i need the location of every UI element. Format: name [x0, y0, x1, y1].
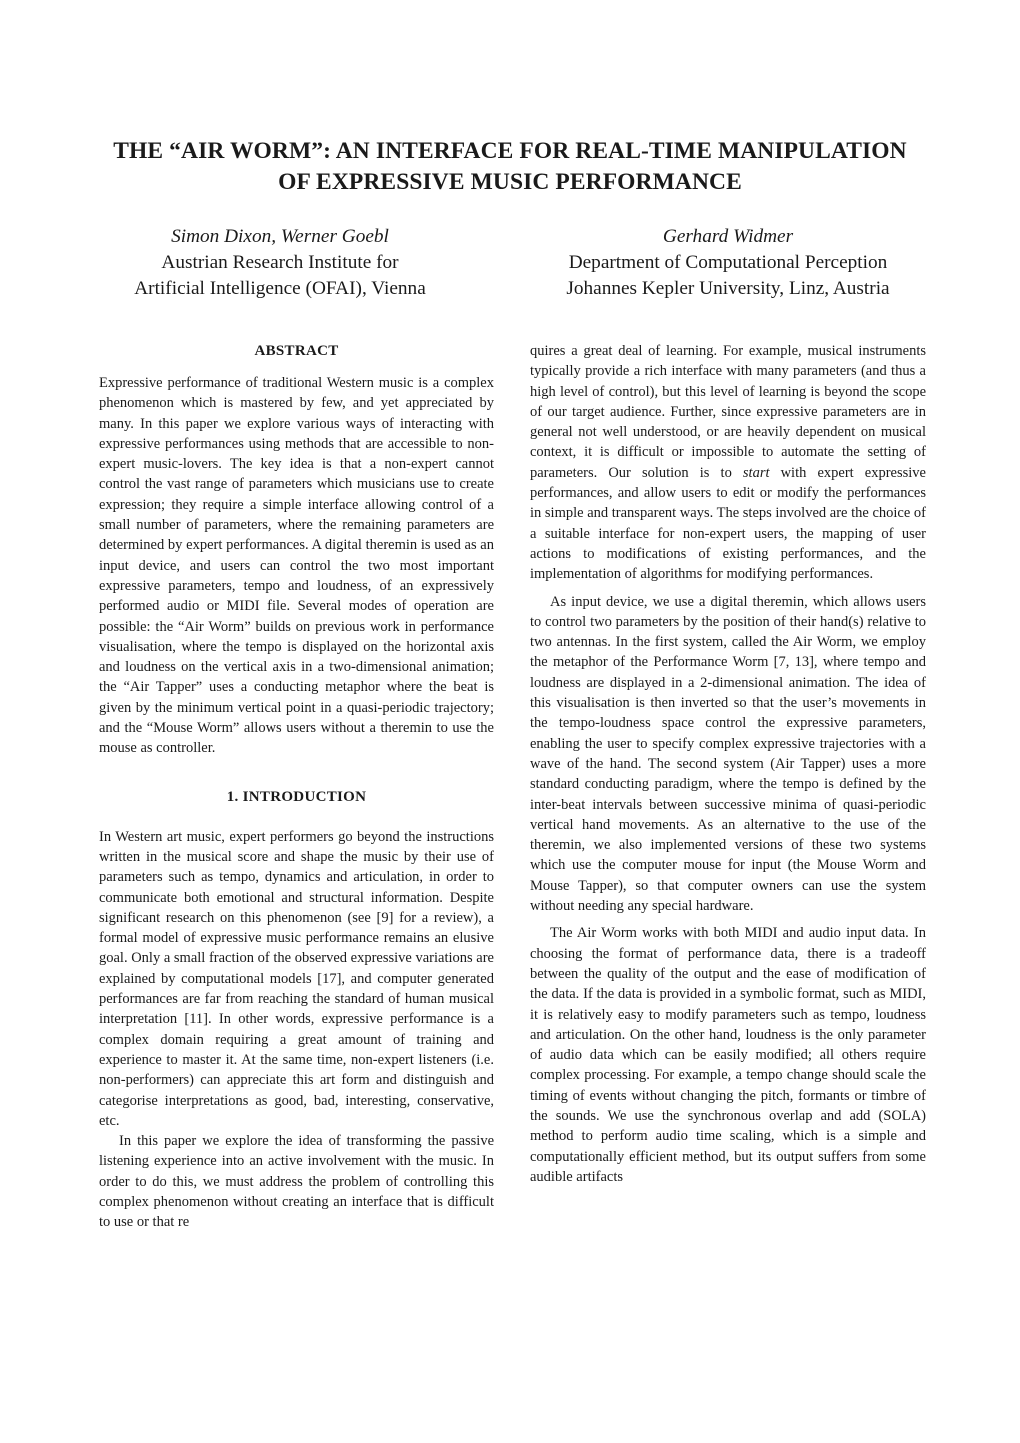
right-column: [530, 341, 926, 1187]
author-affiliation: Artificial Intelligence (OFAI), Vienna: [134, 278, 426, 299]
intro-paragraph-2-continued: [530, 341, 926, 585]
author-names: Gerhard Widmer: [662, 226, 794, 247]
title-line-1: THE “AIR WORM”: AN INTERFACE FOR REAL-TIME MANIPULATION: [113, 138, 907, 164]
paragraph-text: with expert expressive performances, and allow users to edit or modify the performances in simple and transparent ways. The steps involved are the choice of a suitable interface for non-expert users, the mapping of user actions to modifications of existing performances, and the implementation of algorithms for modifying performances.: [530, 464, 926, 583]
intro-paragraph-1: In Western art music, expert performers go beyond the instructions written in the musical score and shape the music by their use of parameters such as tempo, dynamics and articulation, in order to communicate both emotional and structural information. Despite significant research on this phenomenon (see [9] for a review), a formal model of expressive music performance remains an elusive goal. Only a small fraction of the observed expressive variations are explained by computational models [17], and computer generated performances are far from reaching the standard of human musical interpretation [11]. In other words, expressive performance is a complex domain requiring a great amount of training and experience to master it. At the same time, non-expert listeners (i.e. non-performers) can appreciate this art form and distinguish and categorise interpretations as good, bad, interesting, conservative, etc.: [99, 828, 494, 1129]
abstract-heading: ABSTRACT: [254, 343, 339, 359]
introduction-heading: 1. INTRODUCTION: [226, 788, 367, 805]
paper-title: [40, 136, 980, 198]
abstract-text: Expressive performance of traditional Western music is a complex phenomenon which is mastered by few, and yet appreciated by many. In this paper we explore various ways of interacting with expressive performances using methods that are accessible to non-expert music-lovers. The key idea is that a non-expert cannot control the vast range of parameters which musicians use to create expression; they require a simple interface allowing control of a small number of parameters, where the remaining parameters are determined by expert performances. A digital theremin is used as an input device, and users can control the two most important expressive parameters, tempo and loudness, of an expressively performed audio or MIDI file. Several modes of operation are possible: the “Air Worm” builds on previous work in performance visualisation, where the tempo is displayed on the horizontal axis and loudness on the vertical axis in a two-dimensional animation; the “Air Tapper” uses a conducting metaphor where the beat is given by the minimum vertical point in a quasi-periodic trajectory; and the “Mouse Worm” allows users without a theremin to use the mouse as controller.: [99, 375, 494, 757]
intro-paragraph-4: The Air Worm works with both MIDI and audio input data. In choosing the format of performance data, there is a tradeoff between the quality of the output and the ease of modification of the data. If the data is provided in a symbolic format, such as MIDI, it is relatively easy to modify parameters such as tempo, loudness and articulation. On the other hand, loudness is the only parameter of audio data which can be easily modified; all others require complex processing. For example, a tempo change should scale the timing of events without changing the pitch, formants or timbre of the sounds. We use the synchronous overlap and add (SOLA) method to perform audio time scaling, which is a simple and computationally efficient method, but its output suffers from some audible artifacts: [530, 925, 926, 1185]
author-block-left: [95, 224, 465, 302]
author-affiliation: Austrian Research Institute for: [161, 252, 399, 273]
intro-paragraph-2-start: In this paper we explore the idea of transforming the passive listening experience into an active involvement with the music. In order to do this, we must address the problem of controlling this complex phenomenon without creating an interface that is difficult to use or that re: [99, 1133, 494, 1231]
author-affiliation: Johannes Kepler University, Linz, Austria: [566, 278, 890, 299]
paragraph-text: quires a great deal of learning. For example, musical instruments typically provide a rich interface with many parameters (and thus a high level of control), but this level of learning is beyond the scope of our target audience. Further, since expressive parameters are in general not well understood, or are heavily dependent on musical context, it is difficult or impossible to automate the setting of parameters. Our solution is to: [530, 343, 926, 481]
author-affiliation: Department of Computational Perception: [568, 252, 888, 273]
intro-paragraph-3: As input device, we use a digital theremin, which allows users to control two parameters by the position of their hand(s) relative to two antennas. In the first system, called the Air Worm, we employ the metaphor of the Performance Worm [7, 13], where tempo and loudness are displayed in a 2-dimensional animation. The idea of this visualisation is then inverted so that the user’s movements in the tempo-loudness space control the expressive parameters, enabling the user to specify complex expressive trajectories with a wave of the hand. The second system (Air Tapper) uses a more standard conducting paradigm, where the tempo is defined by the inter-beat intervals between successive minima of quasi-periodic vertical hand movements. As an alternative to the use of the theremin, we also implemented versions of these two systems which use the computer mouse for input (the Mouse Worm and Mouse Tapper), so that computer owners can use the system without needing any special hardware.: [530, 593, 926, 915]
author-names: Simon Dixon, Werner Goebl: [171, 226, 389, 247]
emphasis-start: start: [742, 464, 770, 481]
title-line-2: OF EXPRESSIVE MUSIC PERFORMANCE: [278, 169, 742, 195]
author-block-right: [543, 224, 913, 302]
left-column: [99, 341, 494, 1233]
